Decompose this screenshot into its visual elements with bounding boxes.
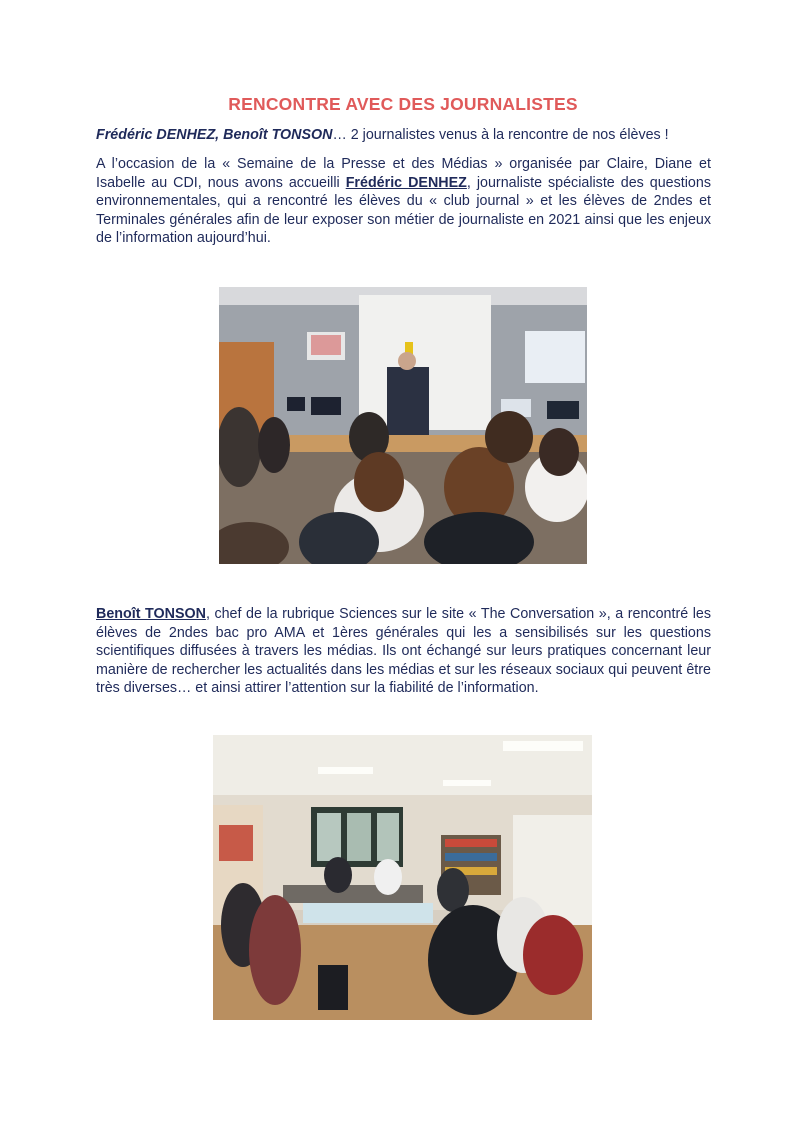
- paragraph-tonson: [96, 605, 711, 698]
- photo-tonson-library: [213, 735, 592, 1020]
- paragraph-denhez-intro: A l’occasion de la « Semaine de la Presse et des Médias » organisée par Claire, Diane et Isabelle au CDI, nous avons accueilli: [96, 156, 711, 191]
- subtitle: [96, 127, 716, 143]
- paragraph-denhez-body: , journaliste spécialiste des questions environnementales, qui a rencontré les élèves du « club journal » et les élèves de 2ndes et Terminales générales afin de leur exposer son métier de journaliste en 2021 ainsi que les enjeux de l’information aujourd’hui.: [96, 174, 711, 247]
- paragraph-denhez: [96, 155, 711, 248]
- page-title: RENCONTRE AVEC DES JOURNALISTES: [228, 94, 578, 114]
- denhez-link[interactable]: Frédéric DENHEZ: [345, 174, 467, 191]
- paragraph-tonson-body: , chef de la rubrique Sciences sur le site « The Conversation », a rencontré les élèves de 2ndes bac pro AMA et 1ères générales qui les a sensibilisés sur les questions scientifiques diffusées à travers les médias. Ils ont échangé sur leurs pratiques concernant leur manière de rechercher les actualités dans les médias et sur les réseaux sociaux qui peuvent être très diverses… et ainsi attirer l’attention sur la fiabilité de l’information.: [96, 606, 711, 697]
- tonson-link[interactable]: Benoît TONSON: [96, 606, 206, 622]
- subtitle-rest: … 2 journalistes venus à la rencontre de nos élèves !: [332, 127, 669, 143]
- photo-denhez-classroom: [219, 287, 587, 564]
- subtitle-names: Frédéric DENHEZ, Benoît TONSON: [96, 127, 333, 143]
